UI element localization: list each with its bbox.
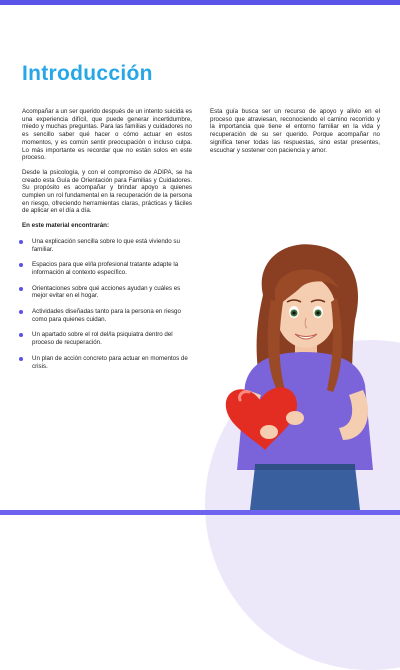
bullet-list	[22, 238, 192, 370]
closing-paragraph: Esta guía busca ser un recurso de apoyo y alivio en el proceso que atraviesan, reconociendo el camino recorrido y la importancia que tiene el entorno familiar en la vida y recuperación de su ser querido. Porque acompañar no significa tener todas las respuestas, sino estar presentes, escuchar y sostener con paciencia y amor.	[210, 108, 380, 154]
intro-paragraph-2: Desde la psicología, y con el compromiso de ADIPA, se ha creado esta Guía de Orientación para Familias y Cuidadores. Su propósito es acompañar y brindar apoyo a quienes cumplen un rol fundamental en la recuperación de la persona en riesgo, ofreciendo herramientas claras, prácticas y fáciles de aplicar en el día a día.	[22, 168, 192, 215]
left-column	[22, 108, 192, 378]
bullet-dot-icon	[19, 357, 23, 361]
bullet-dot-icon	[19, 240, 23, 244]
list-item: Una explicación sencilla sobre lo que está viviendo su familiar.	[22, 238, 192, 253]
page-title: Introducción	[22, 62, 153, 85]
bullet-dot-icon	[19, 287, 23, 291]
list-item: Actividades diseñadas tanto para la persona en riesgo como para quienes cuidan.	[22, 308, 192, 323]
list-item: Un plan de acción concreto para actuar en momentos de crisis.	[22, 355, 192, 370]
bottom-accent-bar	[0, 510, 400, 515]
woman-holding-heart-illustration	[205, 240, 400, 510]
list-item: Un apartado sobre el rol del/la psiquiatra dentro del proceso de recuperación.	[22, 331, 192, 346]
bullet-dot-icon	[19, 263, 23, 267]
list-item: Espacios para que el/la profesional tratante adapte la información al contexto específico.	[22, 261, 192, 276]
top-accent-bar	[0, 0, 400, 5]
intro-paragraph-1: Acompañar a un ser querido después de un intento suicida es una experiencia difícil, que puede generar incertidumbre, miedo y muchas preguntas. Para las familias y cuidadores no es sencillo saber qué hacer o cómo actuar en estos momentos, y es común sentir preocupación o incluso culpa. Lo más importante es recordar que no están solos en este proceso.	[22, 108, 192, 162]
bullet-dot-icon	[19, 333, 23, 337]
list-heading: En este material encontrarán:	[22, 222, 109, 230]
bullet-dot-icon	[19, 310, 23, 314]
right-column	[210, 108, 380, 161]
list-item: Orientaciones sobre qué acciones ayudan y cuáles es mejor evitar en el hogar.	[22, 285, 192, 300]
